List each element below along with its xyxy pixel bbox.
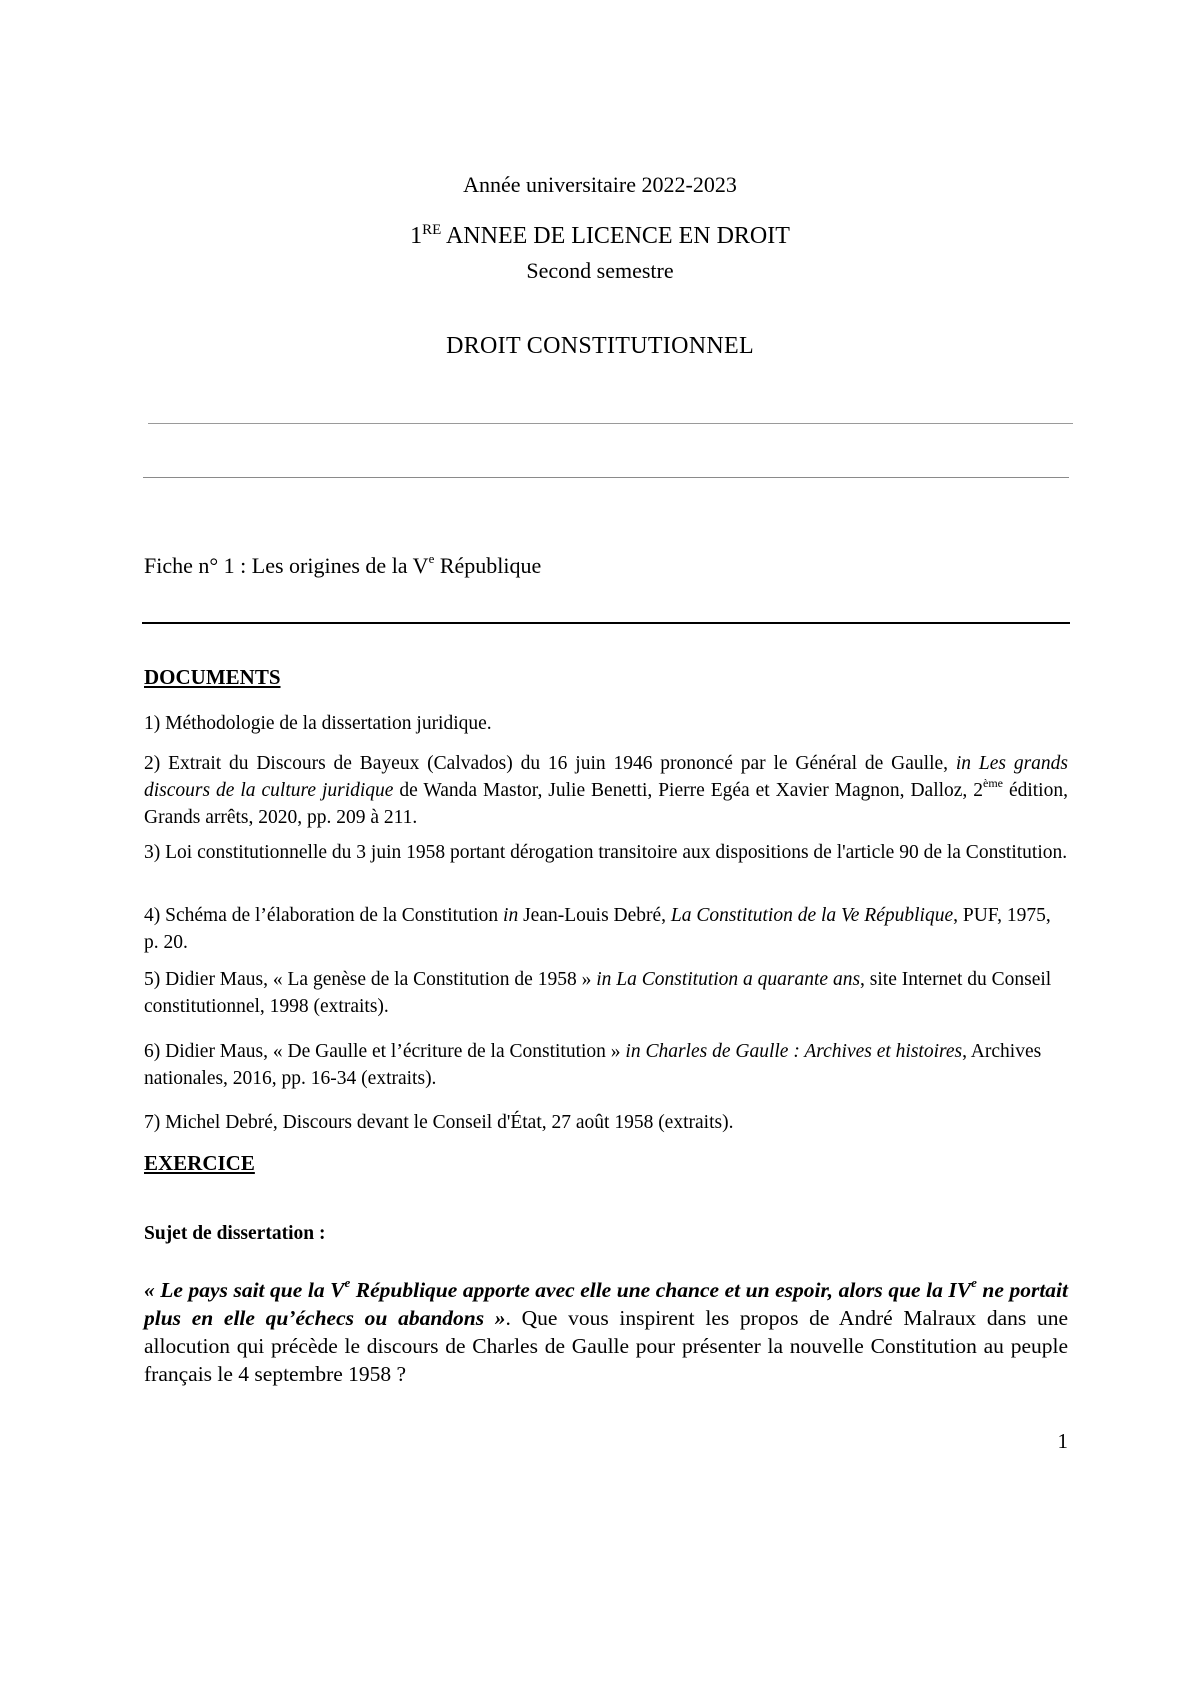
document-item-4-text: Jean-Louis Debré, — [518, 905, 671, 926]
page-number: 1 — [1057, 1429, 1068, 1453]
document-item-7: 7) Michel Debré, Discours devant le Conseil d'État, 27 août 1958 (extraits). — [144, 1112, 734, 1133]
document-item-2-text: de Wanda Mastor, Julie Benetti, Pierre Egéa et Xavier Magnon, Dalloz, 2 — [393, 780, 983, 801]
document-item-4 — [144, 902, 1068, 956]
document-item-2-italic: in Les grands discours de la culture juridique — [144, 753, 1068, 801]
academic-year: Année universitaire 2022-2023 — [463, 172, 737, 197]
course-title: DROIT CONSTITUTIONNEL — [446, 333, 754, 359]
fiche-title — [144, 551, 541, 579]
document-item-5-text: , site Internet du Conseil constitutionnel, 1998 (extraits). — [144, 969, 1052, 1017]
document-item-6-text: 6) Didier Maus, « De Gaulle et l’écriture de la Constitution » — [144, 1041, 626, 1062]
subject-quote-text: ne portait plus en elle qu’échecs ou abandons » — [144, 1278, 1068, 1330]
subject-quote-superscript: e — [344, 1275, 351, 1290]
exercice-heading: EXERCICE — [144, 1151, 255, 1175]
subject-quote-superscript: e — [971, 1275, 977, 1290]
licence-title — [0, 222, 1200, 250]
document-item-5-italic: in La Constitution a quarante ans — [596, 969, 861, 990]
fiche-title-start: Fiche n° 1 : Les origines de la V — [144, 553, 429, 578]
document-item-3: 3) Loi constitutionnelle du 3 juin 1958 portant dérogation transitoire aux dispositions de l'article 90 de la Constitution. — [144, 842, 1068, 863]
fiche-superscript: e — [428, 551, 435, 566]
dissertation-subject — [144, 1276, 1068, 1388]
document-item-6 — [144, 1038, 1068, 1092]
document-item-2 — [144, 750, 1068, 831]
divider-middle — [143, 477, 1069, 478]
document-item-1: 1) Méthodologie de la dissertation juridique. — [144, 713, 492, 734]
document-item-4-italic: La Constitution de la Ve République — [670, 905, 954, 926]
licence-text: ANNEE DE LICENCE EN DROIT — [441, 223, 790, 249]
document-item-2-superscript: ème — [983, 776, 1003, 790]
document-item-4-text: 4) Schéma de l’élaboration de la Constitution — [144, 905, 504, 926]
document-item-2-text: édition, Grands arrêts, 2020, pp. 209 à 211. — [144, 780, 1068, 828]
document-item-4-italic: in — [503, 905, 519, 926]
licence-superscript: RE — [422, 222, 442, 238]
document-item-4-text: , PUF, 1975, p. 20. — [144, 905, 1051, 953]
divider-top — [148, 423, 1073, 424]
fiche-title-end: République — [434, 553, 542, 578]
document-item-5 — [144, 966, 1068, 1020]
document-item-6-text: , Archives nationales, 2016, pp. 16-34 (extraits). — [144, 1041, 1042, 1089]
subject-quote-text: République apporte avec elle une chance et un espoir, alors que la IV — [350, 1278, 972, 1302]
sujet-label: Sujet de dissertation : — [144, 1223, 326, 1244]
semester: Second semestre — [526, 258, 674, 283]
document-item-5-text: 5) Didier Maus, « La genèse de la Constitution de 1958 » — [144, 969, 597, 990]
subject-question: . Que vous inspirent les propos de André Malraux dans une allocution qui précède le discours de Charles de Gaulle pour présenter la nouvelle Constitution au peuple français le 4 septembre 1958 ? — [144, 1306, 1068, 1386]
divider-bottom — [142, 622, 1070, 624]
licence-number: 1 — [410, 223, 423, 249]
document-item-2-text: 2) Extrait du Discours de Bayeux (Calvados) du 16 juin 1946 prononcé par le Général de Gaulle, — [144, 753, 956, 774]
document-item-6-italic: in Charles de Gaulle : Archives et histoires — [625, 1041, 963, 1062]
documents-heading: DOCUMENTS — [144, 665, 281, 689]
subject-quote-text: « Le pays sait que la V — [144, 1278, 345, 1302]
